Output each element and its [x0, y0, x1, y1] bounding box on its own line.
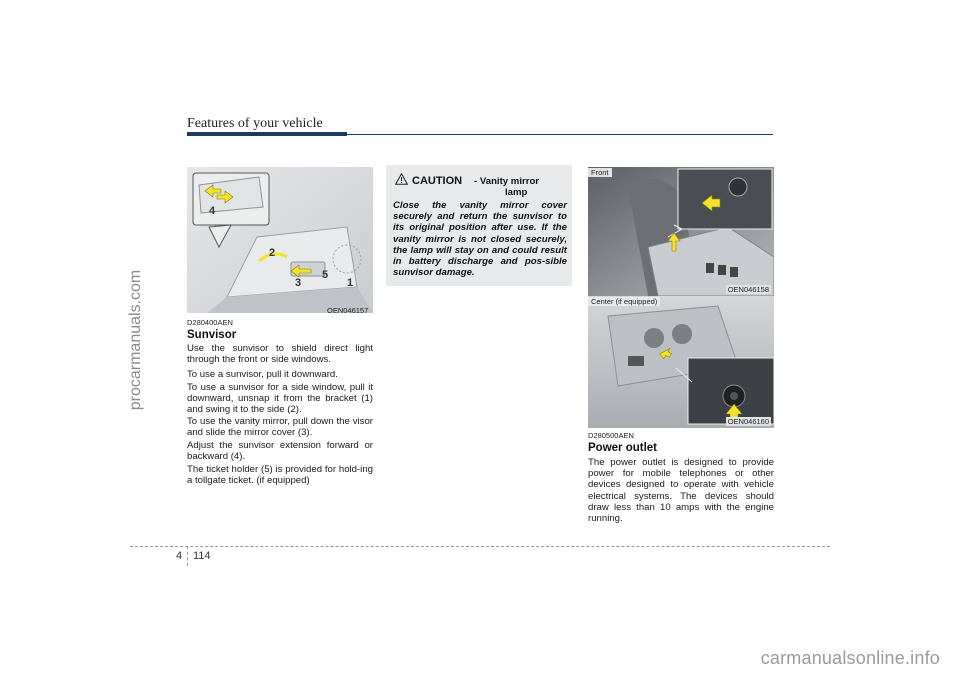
center-outlet-illustration — [588, 296, 774, 428]
caution-title: CAUTION — [412, 175, 463, 187]
footer-chapter-number: 4 — [176, 550, 183, 562]
power-outlet-heading: Power outlet — [588, 442, 658, 454]
sunvisor-paragraph-6: The ticket holder (5) is provided for hold-ing a tollgate ticket. (if equipped) — [187, 464, 373, 487]
sunvisor-heading: Sunvisor — [187, 329, 237, 341]
page-header-title: Features of your vehicle — [187, 116, 323, 131]
sunvisor-illustration — [187, 167, 373, 313]
sunvisor-paragraph-1: Use the sunvisor to shield direct light through the front or side windows. — [187, 343, 373, 366]
header-rule-thick — [187, 132, 347, 136]
footer-page-number: 114 — [193, 550, 211, 562]
sunvisor-paragraph-3: To use a sunvisor for a side window, pull it downward, unsnap it from the bracket (1) and swing it to the side (2). — [187, 382, 373, 416]
front-outlet-illustration — [588, 167, 774, 296]
caution-text: Close the vanity mirror cover securely and return the sunvisor to its original position after use. If the vanity mirror is not closed securely, the lamp will stay on and could result in battery discharge and pos-sible sunvisor damage. — [393, 200, 567, 279]
center-outlet-figure — [588, 296, 774, 428]
warning-triangle-icon — [395, 173, 408, 185]
header-rule-thin — [347, 134, 773, 135]
caution-subtitle-line1: - Vanity mirror — [474, 176, 540, 187]
callout-4: 4 — [209, 205, 216, 217]
callout-5: 5 — [322, 269, 329, 281]
sunvisor-paragraph-5: Adjust the sunvisor extension forward or backward (4). — [187, 440, 373, 463]
figure-code-center: OEN046160 — [727, 417, 769, 426]
power-outlet-text: The power outlet is designed to provide power for mobile telephones or other devices designed to operate with vehicle electrical systems. The devices should draw less than 10 amps with the engine running. — [588, 457, 774, 525]
callout-1: 1 — [347, 277, 354, 289]
figure-label-front: Front — [588, 168, 612, 177]
sunvisor-figure — [187, 167, 373, 313]
sunvisor-section-code: D280400AEN — [187, 318, 233, 327]
power-outlet-section-code: D280500AEN — [588, 431, 634, 440]
sunvisor-paragraph-4: To use the vanity mirror, pull down the visor and slide the mirror cover (3). — [187, 416, 373, 439]
footer-rule — [130, 546, 830, 547]
figure-code-sunvisor: OEN046157 — [327, 306, 369, 315]
callout-3: 3 — [295, 277, 302, 289]
caution-subtitle-line2: lamp — [505, 187, 528, 198]
footer-divider — [187, 546, 188, 566]
figure-code-front: OEN046158 — [727, 285, 769, 294]
watermark-carmanualsonline: carmanualsonline.info — [760, 648, 940, 668]
figure-label-center: Center (if equipped) — [588, 297, 660, 306]
watermark-procarmanuals: procarmanuals.com — [127, 269, 144, 411]
sunvisor-paragraph-2: To use a sunvisor, pull it downward. — [187, 369, 338, 380]
front-outlet-figure — [588, 167, 774, 296]
callout-2: 2 — [269, 247, 276, 259]
